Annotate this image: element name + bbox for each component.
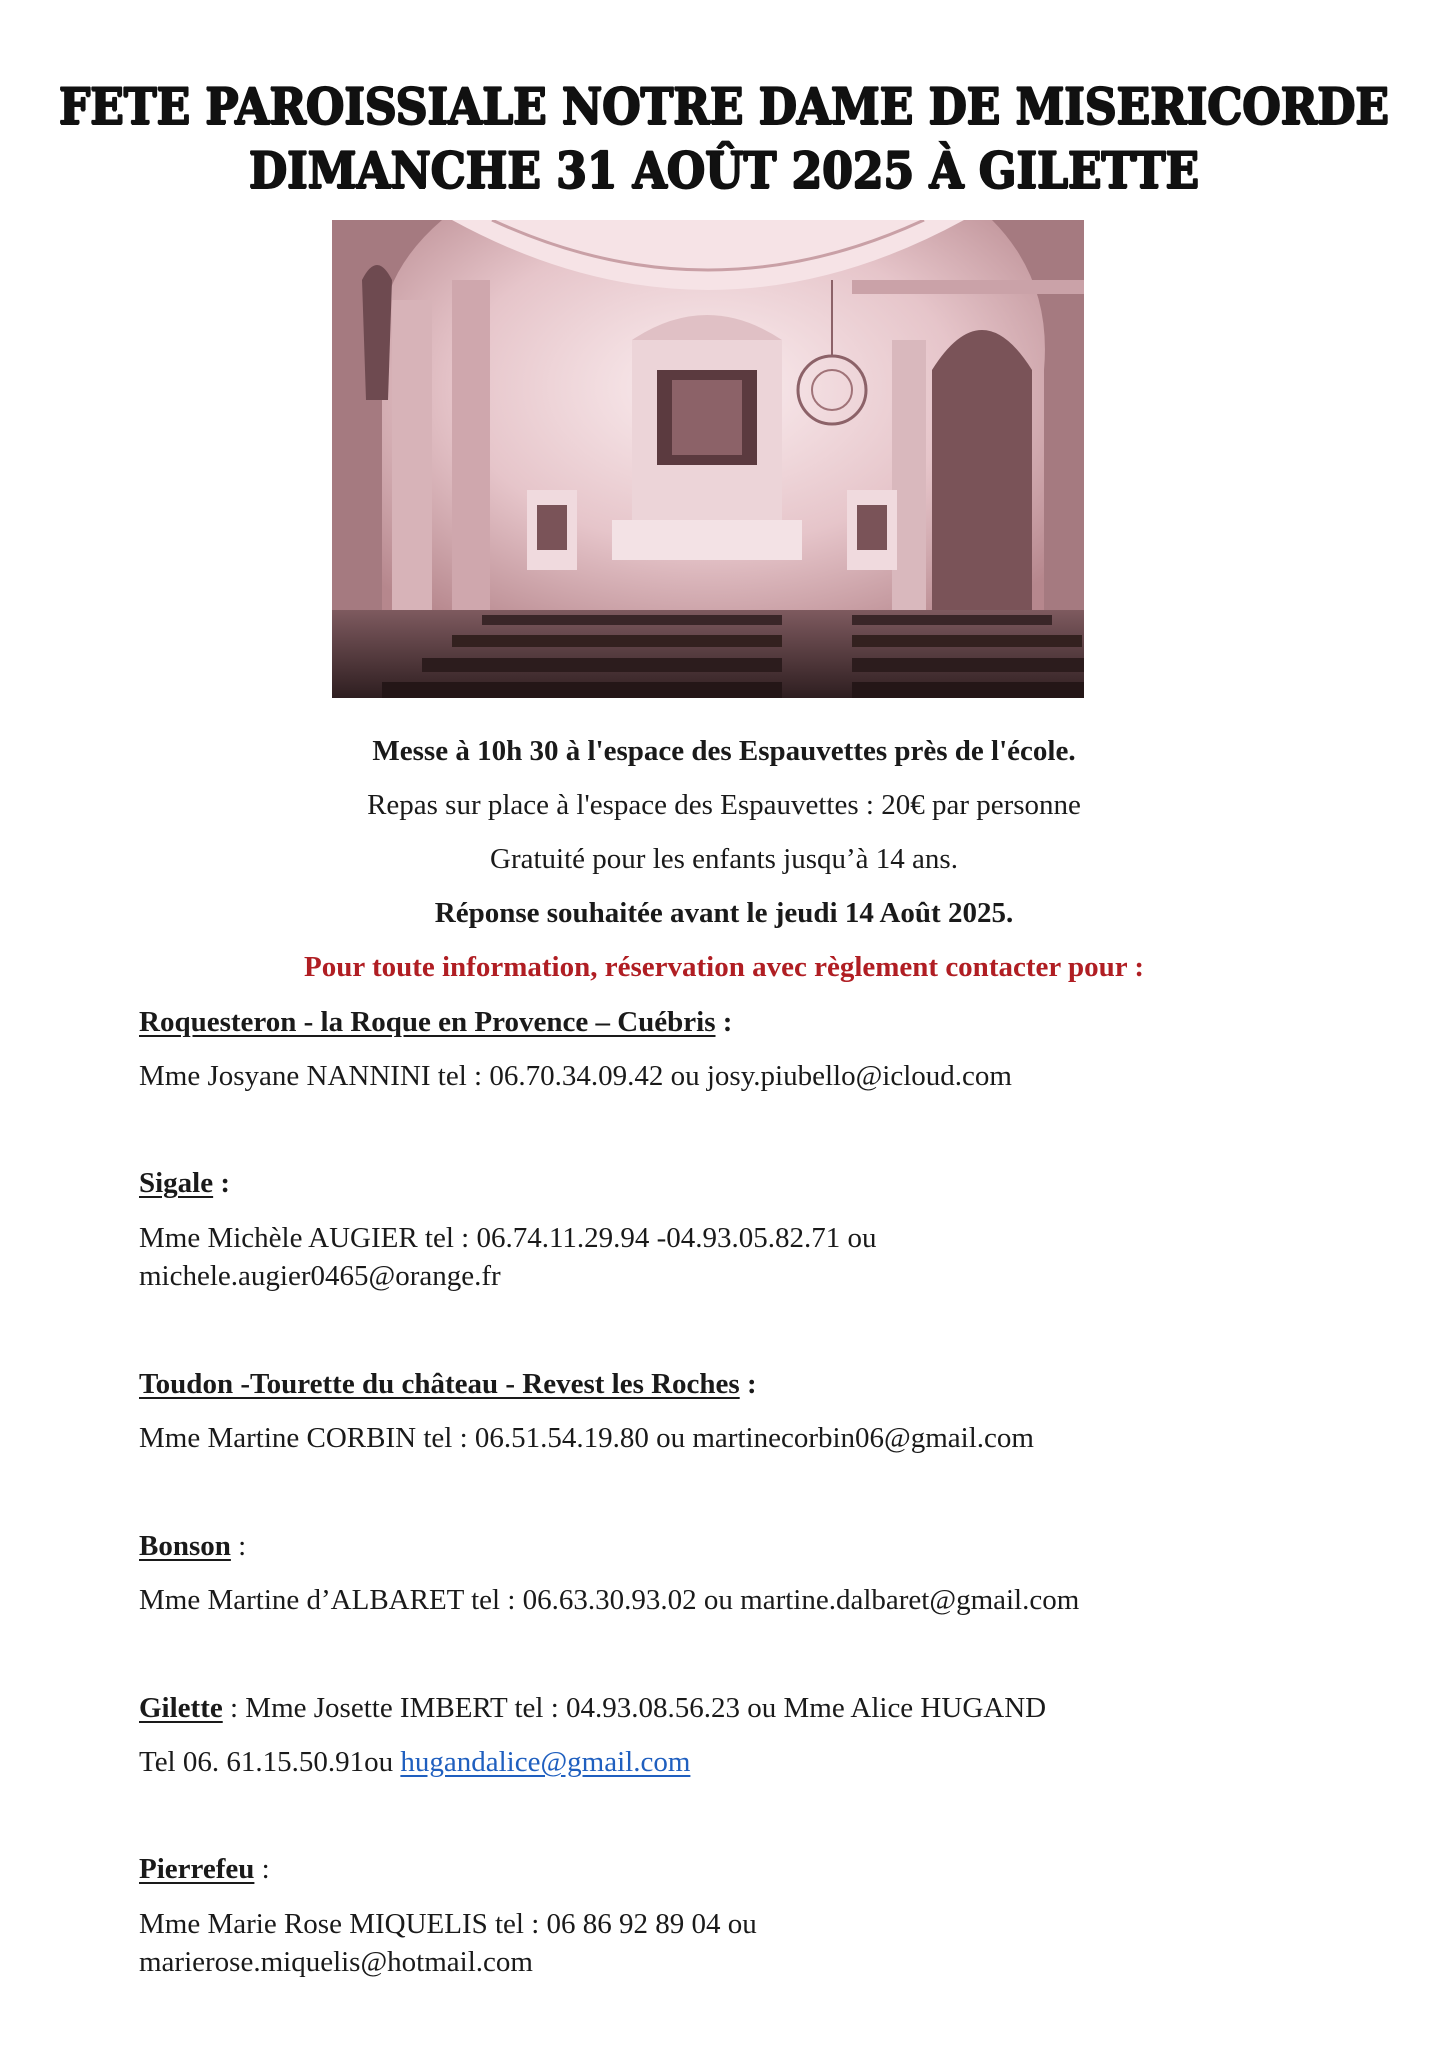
contact-line: Mme Josyane NANNINI tel : 06.70.34.09.42 ou josy.piubello@icloud.com [139,1060,1012,1092]
place-name: Sigale [139,1167,214,1199]
mass-info: Messe à 10h 30 à l'espace des Espauvettes près de l'école. [372,735,1076,767]
place-name: Gilette [139,1692,223,1724]
separator: : [739,1368,757,1400]
separator: : [715,1006,733,1038]
contact-line: Mme Martine CORBIN tel : 06.51.54.19.80 ou martinecorbin06@gmail.com [139,1422,1034,1454]
meal-info: Repas sur place à l'espace des Espauvettes : 20€ par personne [367,789,1081,821]
contact-line: Mme Martine d’ALBARET tel : 06.63.30.93.02 ou martine.dalbaret@gmail.com [139,1584,1080,1616]
contact-intro: Pour toute information, réservation avec règlement contacter pour : [304,951,1144,983]
separator: : [213,1167,231,1199]
page-title-line-1: FETE PAROISSIALE NOTRE DAME DE MISERICORDE [59,78,1389,137]
email-link[interactable]: hugandalice@gmail.com [400,1746,691,1778]
gilette-phone: Tel 06. 61.15.50.91ou [139,1746,401,1778]
contact-line: michele.augier0465@orange.fr [139,1260,501,1292]
contact-heading-roquesteron [139,1002,732,1042]
contact-heading-bonson [139,1526,246,1566]
gilette-contact-text: : Mme Josette IMBERT tel : 04.93.08.56.23 ou Mme Alice HUGAND [222,1692,1047,1724]
separator: : [254,1853,270,1885]
contact-heading-gilette [139,1688,1046,1728]
contact-heading-pierrefeu [139,1849,270,1889]
reply-deadline: Réponse souhaitée avant le jeudi 14 Août 2025. [434,897,1014,929]
contact-line: Mme Marie Rose MIQUELIS tel : 06 86 92 89 04 ou [139,1908,757,1940]
contact-line: marierose.miquelis@hotmail.com [139,1946,533,1978]
place-name: Toudon -Tourette du château - Revest les Roches [139,1368,740,1400]
contact-line [139,1742,690,1782]
place-name: Roquesteron - la Roque en Provence – Cuébris [139,1006,716,1038]
church-interior-photo [332,220,1084,698]
page-title-line-2: DIMANCHE 31 AOÛT 2025 À GILETTE [248,142,1200,201]
contact-heading-toudon [139,1364,757,1404]
place-name: Pierrefeu [139,1853,255,1885]
separator: : [230,1530,247,1562]
contact-line: Mme Michèle AUGIER tel : 06.74.11.29.94 -04.93.05.82.71 ou [139,1222,877,1254]
contact-heading-sigale [139,1163,230,1203]
place-name: Bonson [139,1530,231,1562]
children-free-info: Gratuité pour les enfants jusqu’à 14 ans. [490,843,958,875]
